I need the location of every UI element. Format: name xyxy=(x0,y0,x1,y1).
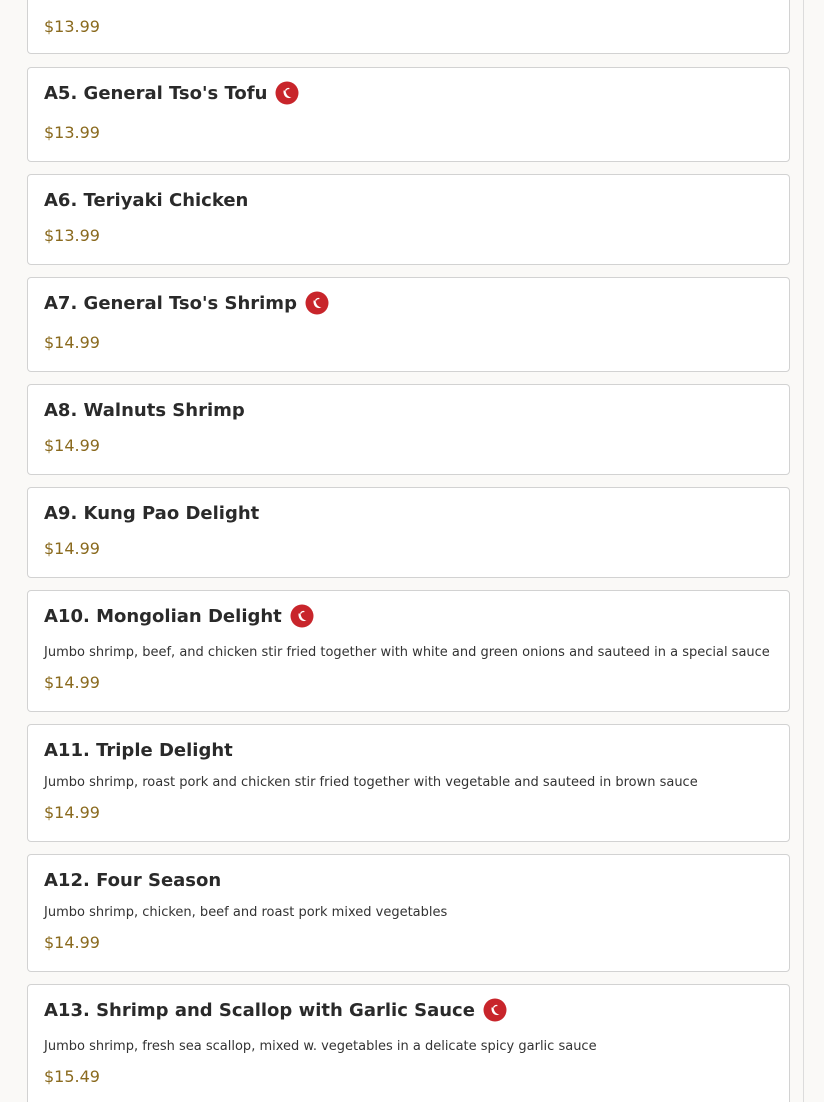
item-name-text: A13. Shrimp and Scallop with Garlic Sauce xyxy=(44,1000,475,1021)
item-description: Jumbo shrimp, chicken, beef and roast pork mixed vegetables xyxy=(44,905,448,920)
item-name xyxy=(44,292,329,316)
scroll-edge xyxy=(803,0,804,1102)
item-name-text: A7. General Tso's Shrimp xyxy=(44,293,297,314)
item-description: Jumbo shrimp, roast pork and chicken stir fried together with vegetable and sauteed in brown sauce xyxy=(44,775,698,790)
item-price: $15.49 xyxy=(44,1067,100,1086)
menu-item-card[interactable] xyxy=(27,277,790,372)
menu-item-card[interactable] xyxy=(27,590,790,712)
item-name-text: A10. Mongolian Delight xyxy=(44,606,282,627)
item-name xyxy=(44,999,507,1023)
menu-item-card[interactable] xyxy=(27,67,790,162)
item-name: A8. Walnuts Shrimp xyxy=(44,400,245,421)
item-price: $14.99 xyxy=(44,539,100,558)
item-price: $13.99 xyxy=(44,17,100,36)
menu-item-card[interactable] xyxy=(27,0,790,54)
chili-pepper-icon xyxy=(483,998,507,1022)
item-name xyxy=(44,605,314,629)
item-name-text: A5. General Tso's Tofu xyxy=(44,83,268,104)
item-name: A12. Four Season xyxy=(44,870,222,891)
menu-item-card[interactable] xyxy=(27,487,790,578)
item-price: $14.99 xyxy=(44,933,100,952)
item-name: A6. Teriyaki Chicken xyxy=(44,190,249,211)
menu-item-card[interactable] xyxy=(27,984,790,1102)
menu-item-card[interactable] xyxy=(27,174,790,265)
chili-pepper-icon xyxy=(275,81,299,105)
item-description: Jumbo shrimp, beef, and chicken stir fried together with white and green onions and sauteed in a special sauce xyxy=(44,645,770,660)
menu-item-card[interactable] xyxy=(27,384,790,475)
item-price: $13.99 xyxy=(44,226,100,245)
item-description: Jumbo shrimp, fresh sea scallop, mixed w. vegetables in a delicate spicy garlic sauce xyxy=(44,1039,597,1054)
menu-item-card[interactable] xyxy=(27,724,790,842)
item-price: $14.99 xyxy=(44,436,100,455)
item-price: $14.99 xyxy=(44,333,100,352)
item-price: $13.99 xyxy=(44,123,100,142)
chili-pepper-icon xyxy=(305,291,329,315)
menu-item-card[interactable] xyxy=(27,854,790,972)
item-name xyxy=(44,82,299,106)
chili-pepper-icon xyxy=(290,604,314,628)
item-price: $14.99 xyxy=(44,803,100,822)
item-price: $14.99 xyxy=(44,673,100,692)
item-name: A11. Triple Delight xyxy=(44,740,233,761)
item-name: A9. Kung Pao Delight xyxy=(44,503,260,524)
